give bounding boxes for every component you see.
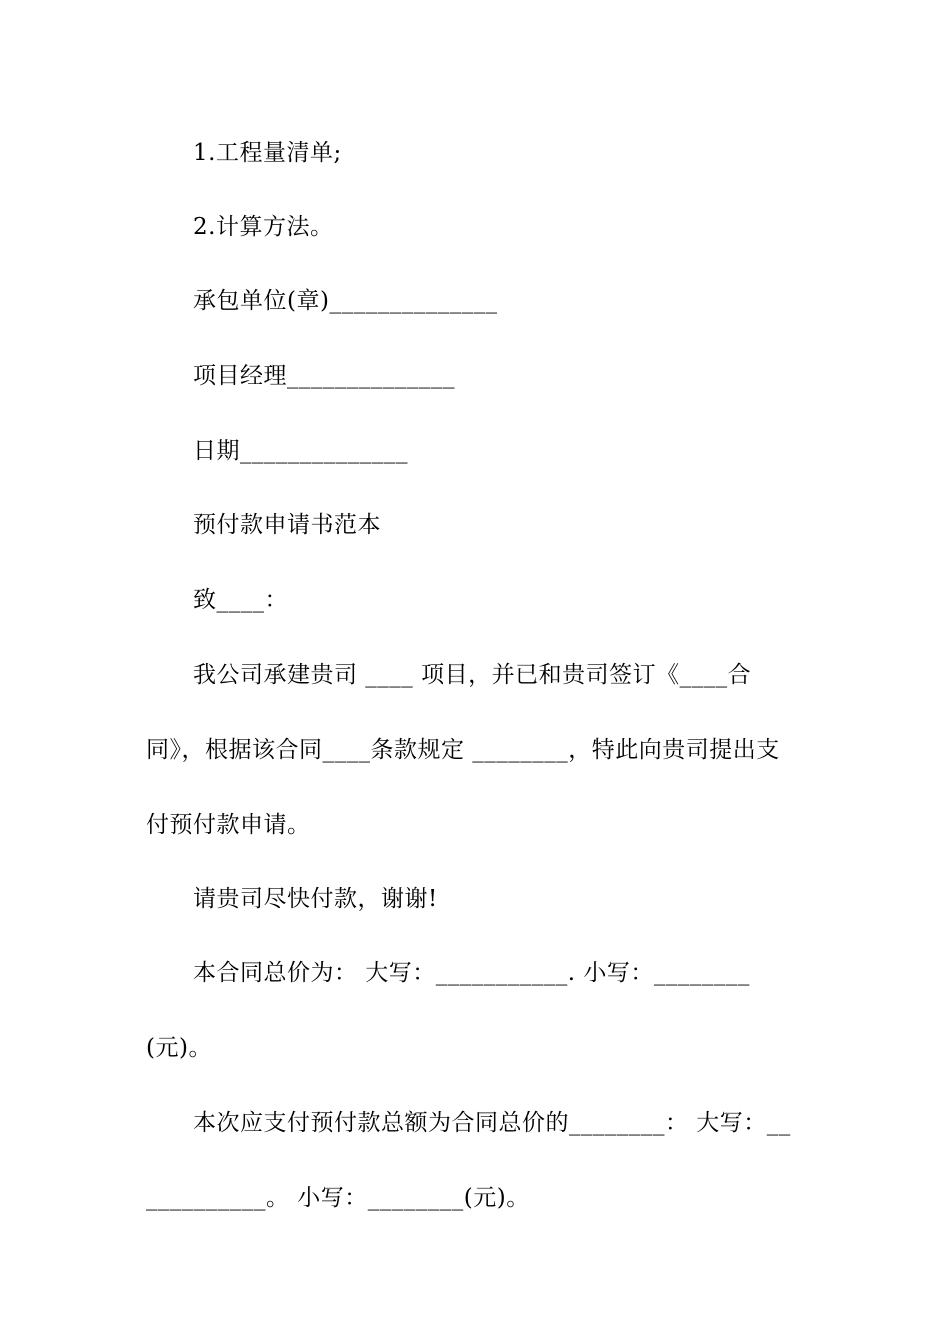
contractor-unit-signature-line: 承包单位(章)______________ <box>193 288 498 314</box>
attachment-item-1: 1.工程量清单; <box>193 140 342 166</box>
attachment-item-2: 2.计算方法。 <box>193 214 334 240</box>
body-paragraph-3-line-2: (元)。 <box>146 1035 212 1061</box>
date-signature-line: 日期______________ <box>193 438 408 464</box>
body-paragraph-4-line-1: 本次应支付预付款总额为合同总价的________： 大写：__ <box>193 1110 791 1136</box>
body-paragraph-1-line-1: 我公司承建贵司 ____ 项目，并已和贵司签订《____合 <box>193 662 752 688</box>
template-title: 预付款申请书范本 <box>193 512 381 538</box>
body-paragraph-4-line-2: __________。 小写：________(元)。 <box>146 1185 530 1211</box>
salutation: 致____： <box>193 587 288 613</box>
body-paragraph-1-line-2: 同》，根据该合同____条款规定 ________，特此向贵司提出支 <box>146 737 780 763</box>
project-manager-signature-line: 项目经理______________ <box>193 363 455 389</box>
body-paragraph-2: 请贵司尽快付款，谢谢! <box>193 886 438 912</box>
body-paragraph-3-line-1: 本合同总价为： 大写：___________. 小写：________ <box>193 960 750 986</box>
body-paragraph-1-line-3: 付预付款申请。 <box>146 812 311 838</box>
